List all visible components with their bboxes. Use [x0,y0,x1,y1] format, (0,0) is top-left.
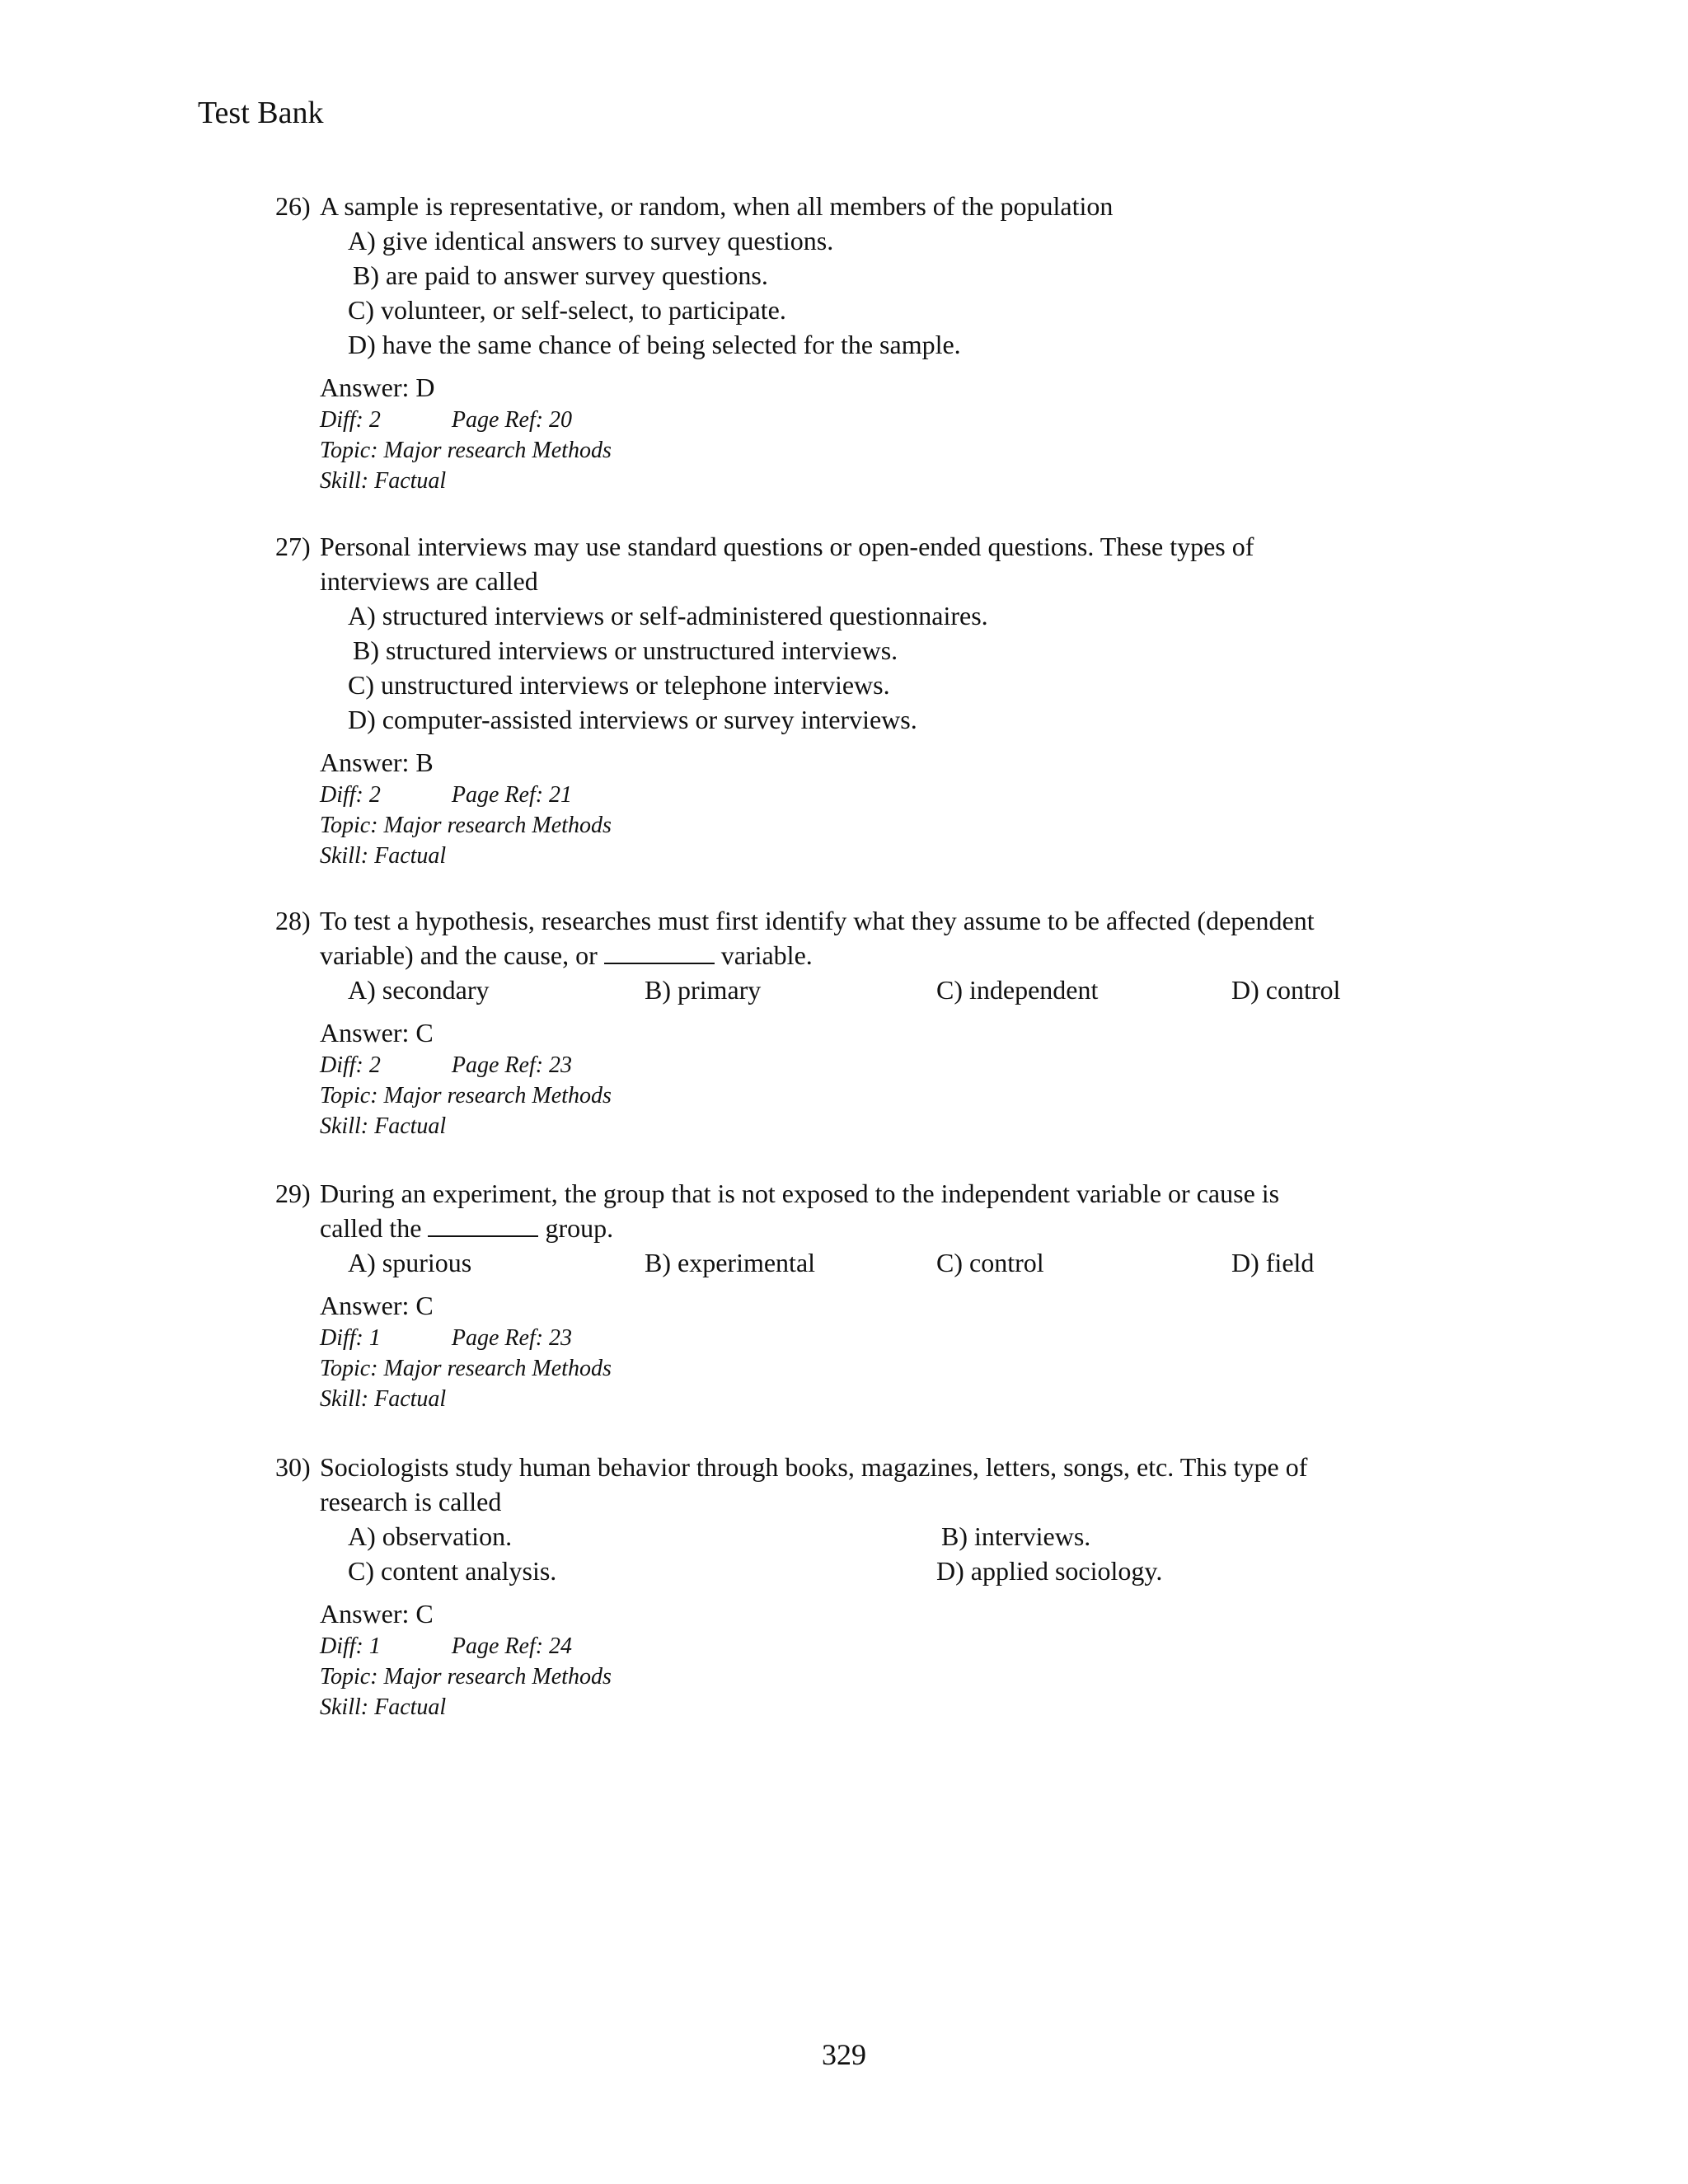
question-stem: To test a hypothesis, researches must first identify what they assume to be affected (dependent [320,906,1315,935]
question-30 [275,1450,1446,1722]
page-ref: Page Ref: 23 [451,1052,573,1078]
meta-skill: Skill: Factual [320,843,447,869]
choice-list [275,223,1446,362]
answer-key: Answer: C [320,1291,434,1320]
choice-d: D) have the same chance of being selected for the sample. [348,330,961,359]
choice-row [275,1519,1446,1554]
question-number: 28) [275,906,311,935]
answer-key: Answer: D [320,373,435,402]
choice-a: A) spurious [348,1248,472,1277]
question-stem-line [275,529,1446,564]
meta-topic: Topic: Major research Methods [320,1083,612,1108]
choice-row [275,972,1446,1007]
choice-d: D) computer-assisted interviews or survey interviews. [348,705,917,734]
choice-b: B) are paid to answer survey questions. [353,260,768,290]
choice-b: B) primary [645,975,762,1005]
choice-c: C) control [936,1248,1044,1277]
page-ref: Page Ref: 23 [451,1325,573,1351]
page-header-title: Test Bank [198,96,324,130]
question-stem-continued: research is called [320,1487,502,1516]
question-stem-continued [275,938,1446,972]
choice-d: D) control [1231,975,1341,1005]
meta-diff-pageref [275,1631,1446,1661]
choice-c: C) volunteer, or self-select, to participate. [348,295,786,325]
meta-diff-pageref [275,780,1446,810]
question-stem: A sample is representative, or random, when all members of the population [320,191,1114,221]
choice-a: A) observation. [348,1521,513,1551]
page-number: 329 [822,2038,866,2071]
question-stem-line [275,1450,1446,1484]
question-stem-line [275,903,1446,938]
question-stem-line [275,1176,1446,1211]
question-stem: Sociologists study human behavior through books, magazines, letters, songs, etc. This type of [320,1452,1308,1482]
question-stem-continued [275,1211,1446,1245]
stem-before-blank: variable) and the cause, or [320,940,598,970]
difficulty: Diff: 2 [320,782,381,808]
meta-topic: Topic: Major research Methods [320,813,612,838]
meta-diff-pageref [275,405,1446,435]
meta-topic: Topic: Major research Methods [320,1356,612,1381]
choice-a: A) secondary [348,975,490,1005]
question-stem-continued: interviews are called [320,566,538,596]
question-number: 27) [275,532,311,561]
meta-topic: Topic: Major research Methods [320,438,612,463]
stem-after-blank: group. [545,1213,614,1243]
page-ref: Page Ref: 20 [451,407,573,433]
question-29 [275,1176,1446,1414]
choice-b: B) structured interviews or unstructured interviews. [353,635,898,665]
answer-key: Answer: B [320,748,434,777]
question-stem: Personal interviews may use standard questions or open-ended questions. These types of [320,532,1254,561]
stem-before-blank: called the [320,1213,422,1243]
meta-skill: Skill: Factual [320,1386,447,1412]
meta-diff-pageref [275,1323,1446,1353]
page-ref: Page Ref: 24 [451,1633,573,1659]
question-number: 30) [275,1452,311,1482]
meta-skill: Skill: Factual [320,1113,447,1139]
meta-topic: Topic: Major research Methods [320,1664,612,1690]
difficulty: Diff: 1 [320,1325,381,1351]
question-stem-line [275,189,1446,223]
choice-d: D) applied sociology. [936,1556,1163,1586]
fill-in-blank [428,1211,538,1237]
question-stem: During an experiment, the group that is not exposed to the independent variable or cause is [320,1179,1280,1208]
page-ref: Page Ref: 21 [451,782,573,808]
question-27 [275,529,1446,871]
choice-row [275,1245,1446,1280]
choice-b: B) experimental [645,1248,816,1277]
choice-a: A) structured interviews or self-administered questionnaires. [348,601,988,630]
fill-in-blank [604,938,715,964]
choice-a: A) give identical answers to survey questions. [348,226,834,255]
choice-c: C) unstructured interviews or telephone interviews. [348,670,890,700]
question-number: 26) [275,191,311,221]
question-number: 29) [275,1179,311,1208]
meta-skill: Skill: Factual [320,1694,447,1720]
difficulty: Diff: 2 [320,407,381,433]
meta-skill: Skill: Factual [320,468,447,494]
difficulty: Diff: 1 [320,1633,381,1659]
stem-after-blank: variable. [720,940,813,970]
answer-key: Answer: C [320,1599,434,1629]
meta-diff-pageref [275,1050,1446,1080]
choice-c: C) content analysis. [348,1556,557,1586]
answer-key: Answer: C [320,1018,434,1047]
choice-list [275,598,1446,737]
question-28 [275,903,1446,1141]
difficulty: Diff: 2 [320,1052,381,1078]
question-26 [275,189,1446,496]
choice-d: D) field [1231,1248,1315,1277]
choice-b: B) interviews. [941,1521,1091,1551]
choice-c: C) independent [936,975,1099,1005]
choice-row [275,1554,1446,1588]
